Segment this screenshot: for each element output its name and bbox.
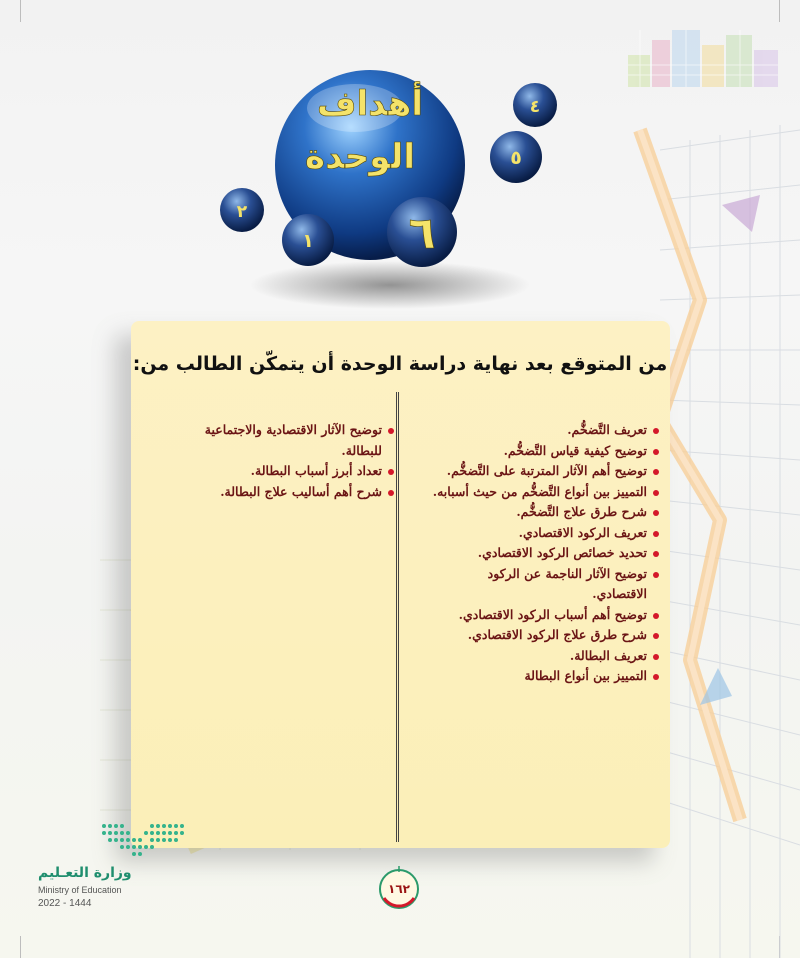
ministry-name-arabic: وزارة التعـليم <box>38 865 132 881</box>
list-item: شرح طرق علاج التَّضخُّم. <box>430 502 660 523</box>
list-item: توضيح أهم الآثار المترتبة على التَّضخُّم. <box>430 461 660 482</box>
list-item: توضيح الآثار الناجمة عن الركود الاقتصادي. <box>430 564 660 605</box>
badge-title-line2: الوحدة <box>305 137 415 177</box>
list-item: تعريف الركود الاقتصادي. <box>430 523 660 544</box>
unit-number: ٦ <box>408 208 436 259</box>
objectives-right-column <box>430 420 660 687</box>
list-item: شرح أهم أساليب علاج البطالة. <box>165 482 395 503</box>
list-item: تحديد خصائص الركود الاقتصادي. <box>430 543 660 564</box>
list-item: توضيح الآثار الاقتصادية والاجتماعية للبطالة. <box>165 420 395 461</box>
list-item: تعريف البطالة. <box>430 646 660 667</box>
ministry-logo-icon <box>98 820 190 860</box>
badge-title-line1: أهداف <box>316 84 424 124</box>
sphere-label-5: ٥ <box>510 147 522 169</box>
list-item: التمييز بين أنواع التَّضخُّم من حيث أسبابه. <box>430 482 660 503</box>
sphere-label-1: ١ <box>302 230 314 252</box>
ministry-name-english: Ministry of Education <box>38 885 122 895</box>
list-item: توضيح كيفية قياس التَّضخُّم. <box>430 441 660 462</box>
sphere-label-2: ٢ <box>236 202 248 222</box>
page-number: ١٦٢ <box>388 882 410 896</box>
objectives-left-column <box>165 420 395 502</box>
edition-year: 2022 - 1444 <box>38 898 92 909</box>
unit-goals-badge <box>200 60 560 320</box>
sphere-shadow <box>250 261 530 309</box>
column-divider <box>396 392 399 842</box>
list-item: شرح طرق علاج الركود الاقتصادي. <box>430 625 660 646</box>
sphere-label-4: ٤ <box>529 97 541 117</box>
list-item: التمييز بين أنواع البطالة <box>430 666 660 687</box>
list-item: تعريف التَّضخُّم. <box>430 420 660 441</box>
page-number-badge <box>376 866 422 912</box>
list-item: توضيح أهم أسباب الركود الاقتصادي. <box>430 605 660 626</box>
list-item: تعداد أبرز أسباب البطالة. <box>165 461 395 482</box>
objectives-heading: من المتوقع بعد نهاية دراسة الوحدة أن يتمكّن الطالب من: <box>132 353 668 375</box>
